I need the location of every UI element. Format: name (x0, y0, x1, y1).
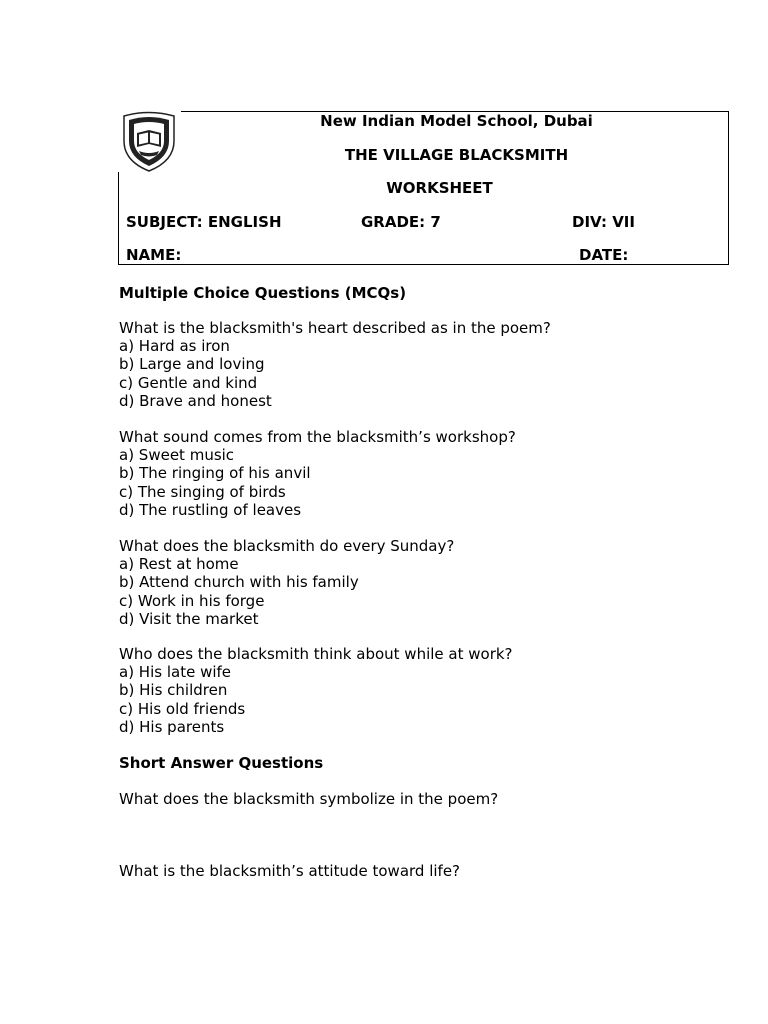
grade-label: GRADE: 7 (361, 213, 441, 231)
short-question-1 (119, 790, 498, 808)
option-a: a) His late wife (119, 663, 232, 682)
option-b: b) His children (119, 681, 228, 700)
option-d: d) Visit the market (119, 609, 259, 628)
name-label: NAME: (126, 246, 182, 264)
short-question-2 (119, 862, 460, 880)
date-label: DATE: (579, 246, 629, 264)
option-c: c) His old friends (119, 699, 246, 718)
mcq-heading: Multiple Choice Questions (MCQs) (119, 284, 407, 302)
subject-label: SUBJECT: ENGLISH (126, 213, 282, 231)
option-b: b) Large and loving (119, 355, 265, 374)
option-b: b) Attend church with his family (119, 573, 359, 592)
question-text: What is the blacksmith’s attitude toward life? (119, 862, 461, 880)
question-text: What does the blacksmith symbolize in the poem? (119, 790, 499, 808)
document-type: WORKSHEET (386, 179, 493, 197)
question-text: Who does the blacksmith think about while at work? (119, 645, 513, 663)
option-a: a) Hard as iron (119, 337, 230, 356)
option-a: a) Rest at home (119, 555, 239, 574)
option-c: c) The singing of birds (119, 482, 286, 501)
division-label: DIV: VII (572, 213, 635, 231)
option-c: c) Gentle and kind (119, 373, 258, 392)
question-text: What is the blacksmith's heart described as in the poem? (119, 319, 551, 337)
option-d: d) The rustling of leaves (119, 500, 302, 519)
option-d: d) His parents (119, 717, 225, 736)
question-text: What does the blacksmith do every Sunday? (119, 537, 455, 555)
option-a: a) Sweet music (119, 446, 235, 465)
worksheet-title: THE VILLAGE BLACKSMITH (344, 146, 569, 164)
question-text: What sound comes from the blacksmith’s workshop? (119, 428, 516, 446)
mcq-question-1 (119, 319, 551, 410)
school-name: New Indian Model School, Dubai (320, 112, 593, 130)
short-answer-heading: Short Answer Questions (119, 754, 324, 772)
option-c: c) Work in his forge (119, 591, 265, 610)
mcq-question-3 (119, 537, 454, 628)
mcq-question-4 (119, 645, 513, 736)
mcq-question-2 (119, 428, 516, 519)
option-b: b) The ringing of his anvil (119, 464, 311, 483)
option-d: d) Brave and honest (119, 391, 272, 410)
